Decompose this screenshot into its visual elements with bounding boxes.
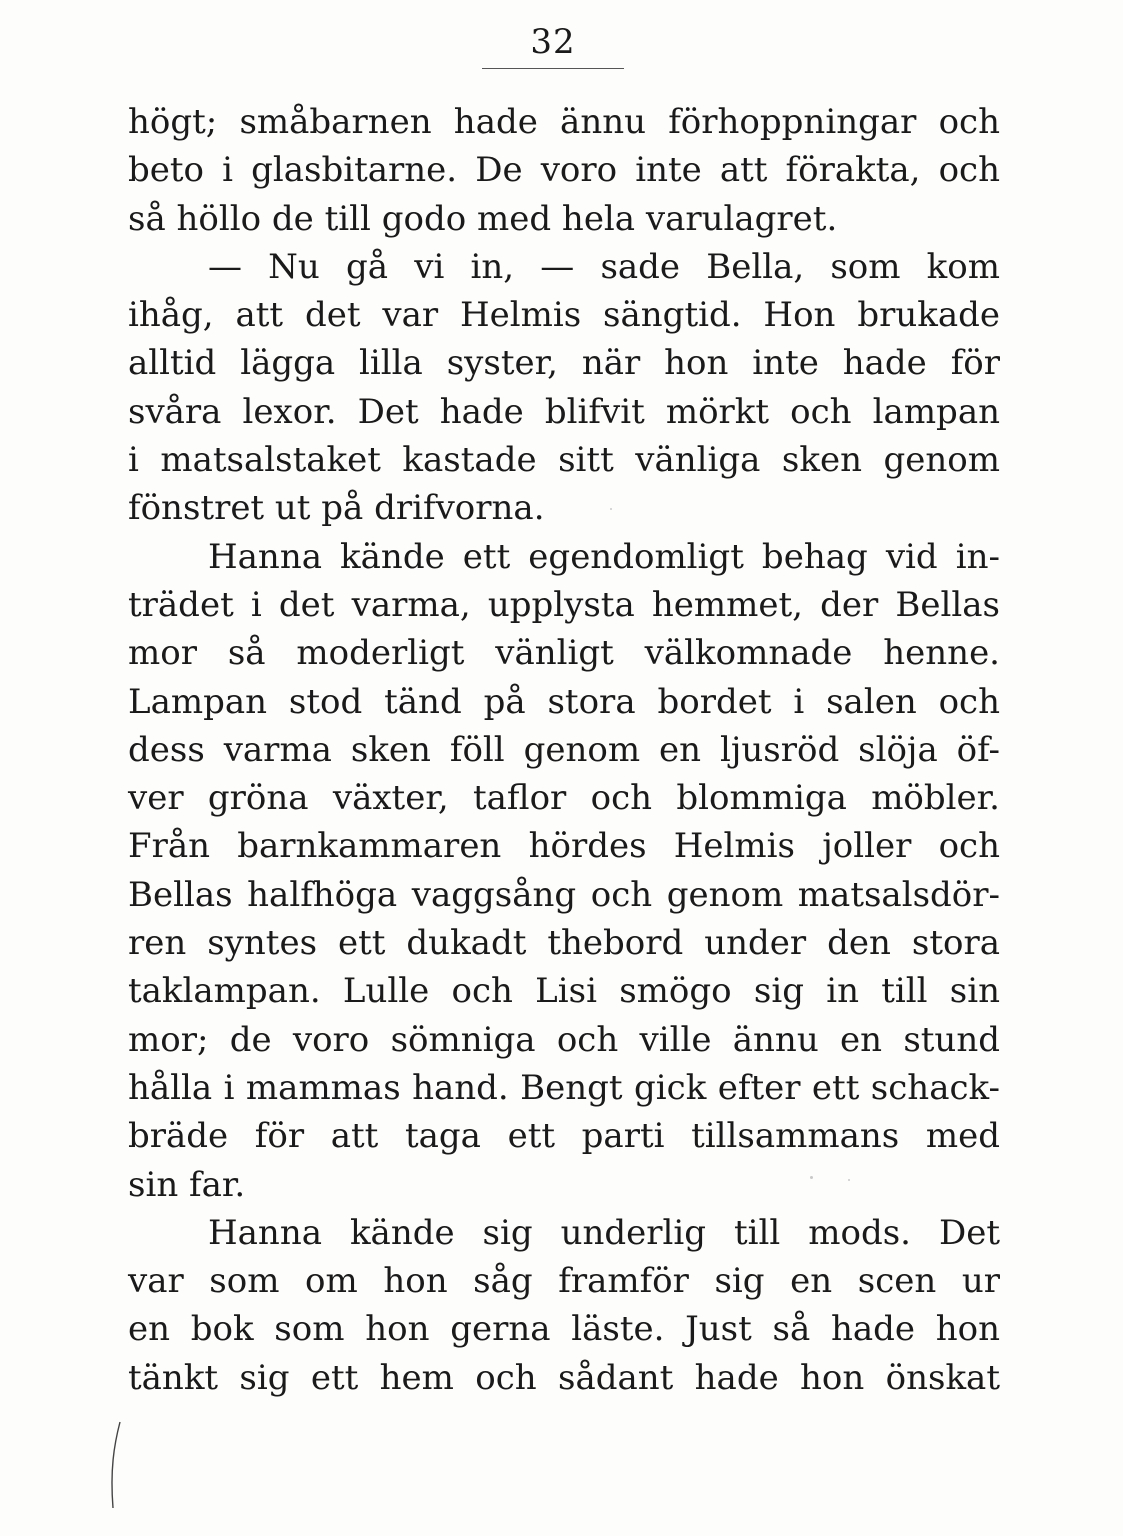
text-line: dess varma sken föll genom en ljusröd slöja öf- (128, 729, 1000, 770)
scan-speck (610, 508, 612, 510)
text-line: svåra lexor. Det hade blifvit mörkt och lampan (128, 391, 1000, 432)
text-line: mor så moderligt vänligt välkomnade henne. (128, 633, 1000, 674)
margin-pencil-mark (106, 1420, 126, 1510)
text-line: Lampan stod tänd på stora bordet i salen och (128, 681, 1000, 722)
text-line: en bok som hon gerna läste. Just så hade hon (128, 1309, 1000, 1350)
text-line: ren syntes ett dukadt thebord under den stora (128, 923, 1000, 964)
text-line: trädet i det varma, upplysta hemmet, der Bellas (128, 584, 1000, 625)
text-line: beto i glasbitarne. De voro inte att förakta, och (128, 150, 1000, 191)
text-line: sin far. (128, 1164, 246, 1205)
text-line: tänkt sig ett hem och sådant hade hon önskat (128, 1357, 1000, 1398)
text-line: ver gröna växter, taflor och blommiga möbler. (128, 778, 1000, 819)
text-line: högt; småbarnen hade ännu förhoppningar och (128, 102, 1000, 142)
text-line: hålla i mammas hand. Bengt gick efter ett schack- (128, 1067, 1000, 1108)
scan-speck (810, 1176, 813, 1179)
scan-speck (848, 1179, 850, 1181)
text-line: Hanna kände sig underlig till mods. Det (208, 1212, 1000, 1253)
text-line: var som om hon såg framför sig en scen ur (128, 1261, 1000, 1302)
text-line: taklampan. Lulle och Lisi smögo sig in till sin (128, 971, 1000, 1012)
text-line: Hanna kände ett egendomligt behag vid in- (208, 536, 1000, 577)
text-line: Från barnkammaren hördes Helmis joller och (128, 826, 1000, 867)
page-number: 32 (530, 22, 576, 62)
text-line: så höllo de till godo med hela varulagret. (128, 198, 838, 239)
text-line: Bellas halfhöga vaggsång och genom matsalsdör- (128, 874, 1000, 915)
body-text (128, 98, 1000, 1402)
page-number-rule (482, 68, 624, 69)
text-line: mor; de voro sömniga och ville ännu en stund (128, 1019, 1000, 1060)
text-line: fönstret ut på drifvorna. (128, 488, 545, 529)
text-line: i matsalstaket kastade sitt vänliga sken genom (128, 440, 1000, 481)
text-line: alltid lägga lilla syster, när hon inte hade för (128, 343, 1000, 384)
text-line: — Nu gå vi in, — sade Bella, som kom (208, 246, 1000, 287)
text-line: ihåg, att det var Helmis sängtid. Hon brukade (128, 295, 1000, 336)
text-line: bräde för att taga ett parti tillsammans med (128, 1116, 1000, 1157)
